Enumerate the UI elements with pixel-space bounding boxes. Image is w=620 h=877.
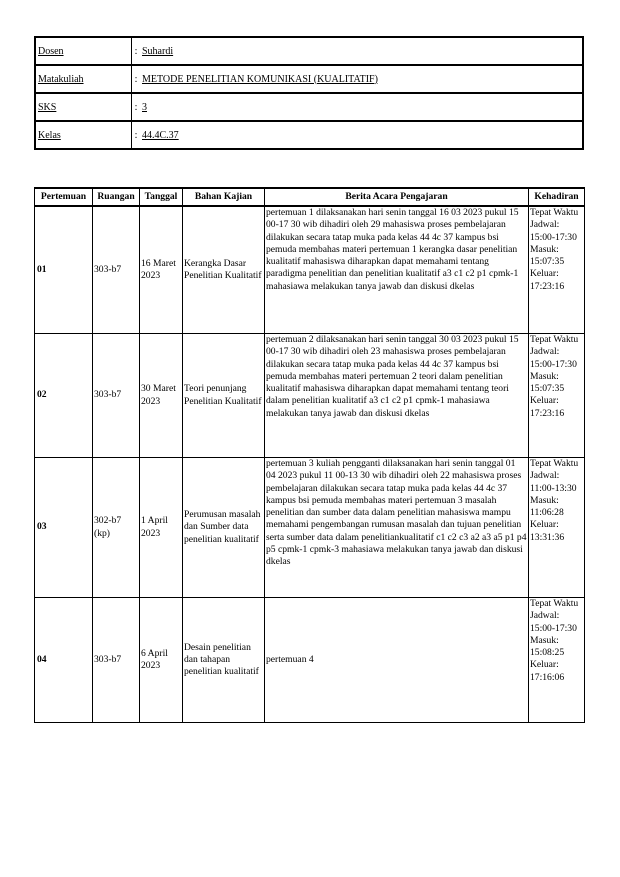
cell-tanggal: 1 April 2023: [140, 458, 183, 598]
table-header-row: [35, 188, 585, 206]
table-row: [35, 598, 585, 723]
info-value-matakuliah: METODE PENELITIAN KOMUNIKASI (KUALITATIF): [140, 65, 583, 93]
cell-bahan-kajian: Kerangka Dasar Penelitian Kualitatif: [183, 206, 265, 334]
cell-tanggal: 6 April 2023: [140, 598, 183, 723]
cell-berita-acara: pertemuan 4: [265, 598, 529, 723]
cell-kehadiran: Tepat Waktu Jadwal: 15:00-17:30 Masuk: 15:08:25 Keluar: 17:16:06: [529, 598, 585, 723]
cell-pertemuan: 01: [35, 206, 93, 334]
table-row: [35, 458, 585, 598]
cell-ruangan: 303-b7: [93, 334, 140, 458]
cell-tanggal: 30 Maret 2023: [140, 334, 183, 458]
cell-ruangan: 302-b7 (kp): [93, 458, 140, 598]
cell-kehadiran: Tepat Waktu Jadwal: 15:00-17:30 Masuk: 15:07:35 Keluar: 17:23:16: [529, 206, 585, 334]
header-tanggal: Tanggal: [140, 188, 183, 206]
info-label: Dosen: [35, 37, 132, 65]
cell-pertemuan: 03: [35, 458, 93, 598]
info-separator: :: [132, 37, 141, 65]
info-label: Matakuliah: [35, 65, 132, 93]
info-row-sks: [35, 93, 583, 121]
lecturer-info-table: [34, 36, 584, 150]
info-value-kelas: 44.4C.37: [142, 129, 179, 141]
cell-pertemuan: 02: [35, 334, 93, 458]
cell-pertemuan: 04: [35, 598, 93, 723]
table-row: [35, 334, 585, 458]
cell-bahan-kajian: Perumusan masalah dan Sumber data penelitian kualitatif: [183, 458, 265, 598]
cell-bahan-kajian: Desain penelitian dan tahapan penelitian kualitatif: [183, 598, 265, 723]
info-separator: :: [132, 93, 141, 121]
cell-berita-acara: pertemuan 2 dilaksanakan hari senin tanggal 30 03 2023 pukul 15 00-17 30 wib dihadiri oleh 23 mahasiswa proses pembelajaran dilakukan secara tatap muka pada kelas 44 4c 37 kampus bsi pemuda membahas materi pertemuan 2 teori dalam penelitian kualitatif mahasiswa diharapkan dapat memahami tentang teori dalam penelitian kualitatif a3 c1 c2 p1 cpmk-1 mahasiawa melakukan tanya jawab dan diskusi dkelas: [265, 334, 529, 458]
header-berita-acara: Berita Acara Pengajaran: [265, 188, 529, 206]
info-separator: :: [132, 65, 141, 93]
header-ruangan: Ruangan: [93, 188, 140, 206]
header-kehadiran: Kehadiran: [529, 188, 585, 206]
teaching-record-table: [34, 187, 585, 723]
info-row-kelas: [35, 121, 583, 149]
cell-kehadiran: Tepat Waktu Jadwal: 11:00-13:30 Masuk: 11:06:28 Keluar: 13:31:36: [529, 458, 585, 598]
header-bahan-kajian: Bahan Kajian: [183, 188, 265, 206]
info-separator: :: [132, 121, 141, 149]
cell-ruangan: 303-b7: [93, 598, 140, 723]
header-pertemuan: Pertemuan: [35, 188, 93, 206]
info-row-dosen: [35, 37, 583, 65]
info-row-matakuliah: [35, 65, 583, 93]
info-value-sks: 3: [140, 93, 583, 121]
cell-bahan-kajian: Teori penunjang Penelitian Kualitatif: [183, 334, 265, 458]
info-label: SKS: [35, 93, 132, 121]
info-value-dosen: Suhardi: [140, 37, 583, 65]
cell-kehadiran: Tepat Waktu Jadwal: 15:00-17:30 Masuk: 15:07:35 Keluar: 17:23:16: [529, 334, 585, 458]
cell-ruangan: 303-b7: [93, 206, 140, 334]
table-row: [35, 206, 585, 334]
cell-berita-acara: pertemuan 3 kuliah pengganti dilaksanakan hari senin tanggal 01 04 2023 pukul 11 00-13 30 wib dihadiri oleh 22 mahasiswa proses pembelajaran dilakukan secara tatap muka pada kelas 44 4c 37 kampus bsi pemuda membahas materi pertemuan 3 masalah penelitian dan sumber data dalam penelitian mahasiswa mampu memahami pengembangan rumusan masalah dan tujuan penelitian serta sumber data dalam penelitiankualitatif c1 c2 c3 a2 a3 a5 p1 p4 p5 cpmk-1 cpmk-3 mahasiawa melakukan tanya jawab dan diskusi dkelas: [265, 458, 529, 598]
cell-tanggal: 16 Maret 2023: [140, 206, 183, 334]
info-label: Kelas: [38, 129, 61, 141]
cell-berita-acara: pertemuan 1 dilaksanakan hari senin tanggal 16 03 2023 pukul 15 00-17 30 wib dihadiri oleh 29 mahasiswa proses pembelajaran dilakukan secara tatap muka pada kelas 44 4c 37 kampus bsi pemuda membahas materi pertemuan 1 kerangka dasar penelitian kualitatif mahasiswa diharapkan dapat memahami tentang paradigma penelitian dan penelitian kualitatif a3 c1 c2 p1 cpmk-1 mahasiawa melakukan tanya jawab dan diskusi dkelas: [265, 206, 529, 334]
